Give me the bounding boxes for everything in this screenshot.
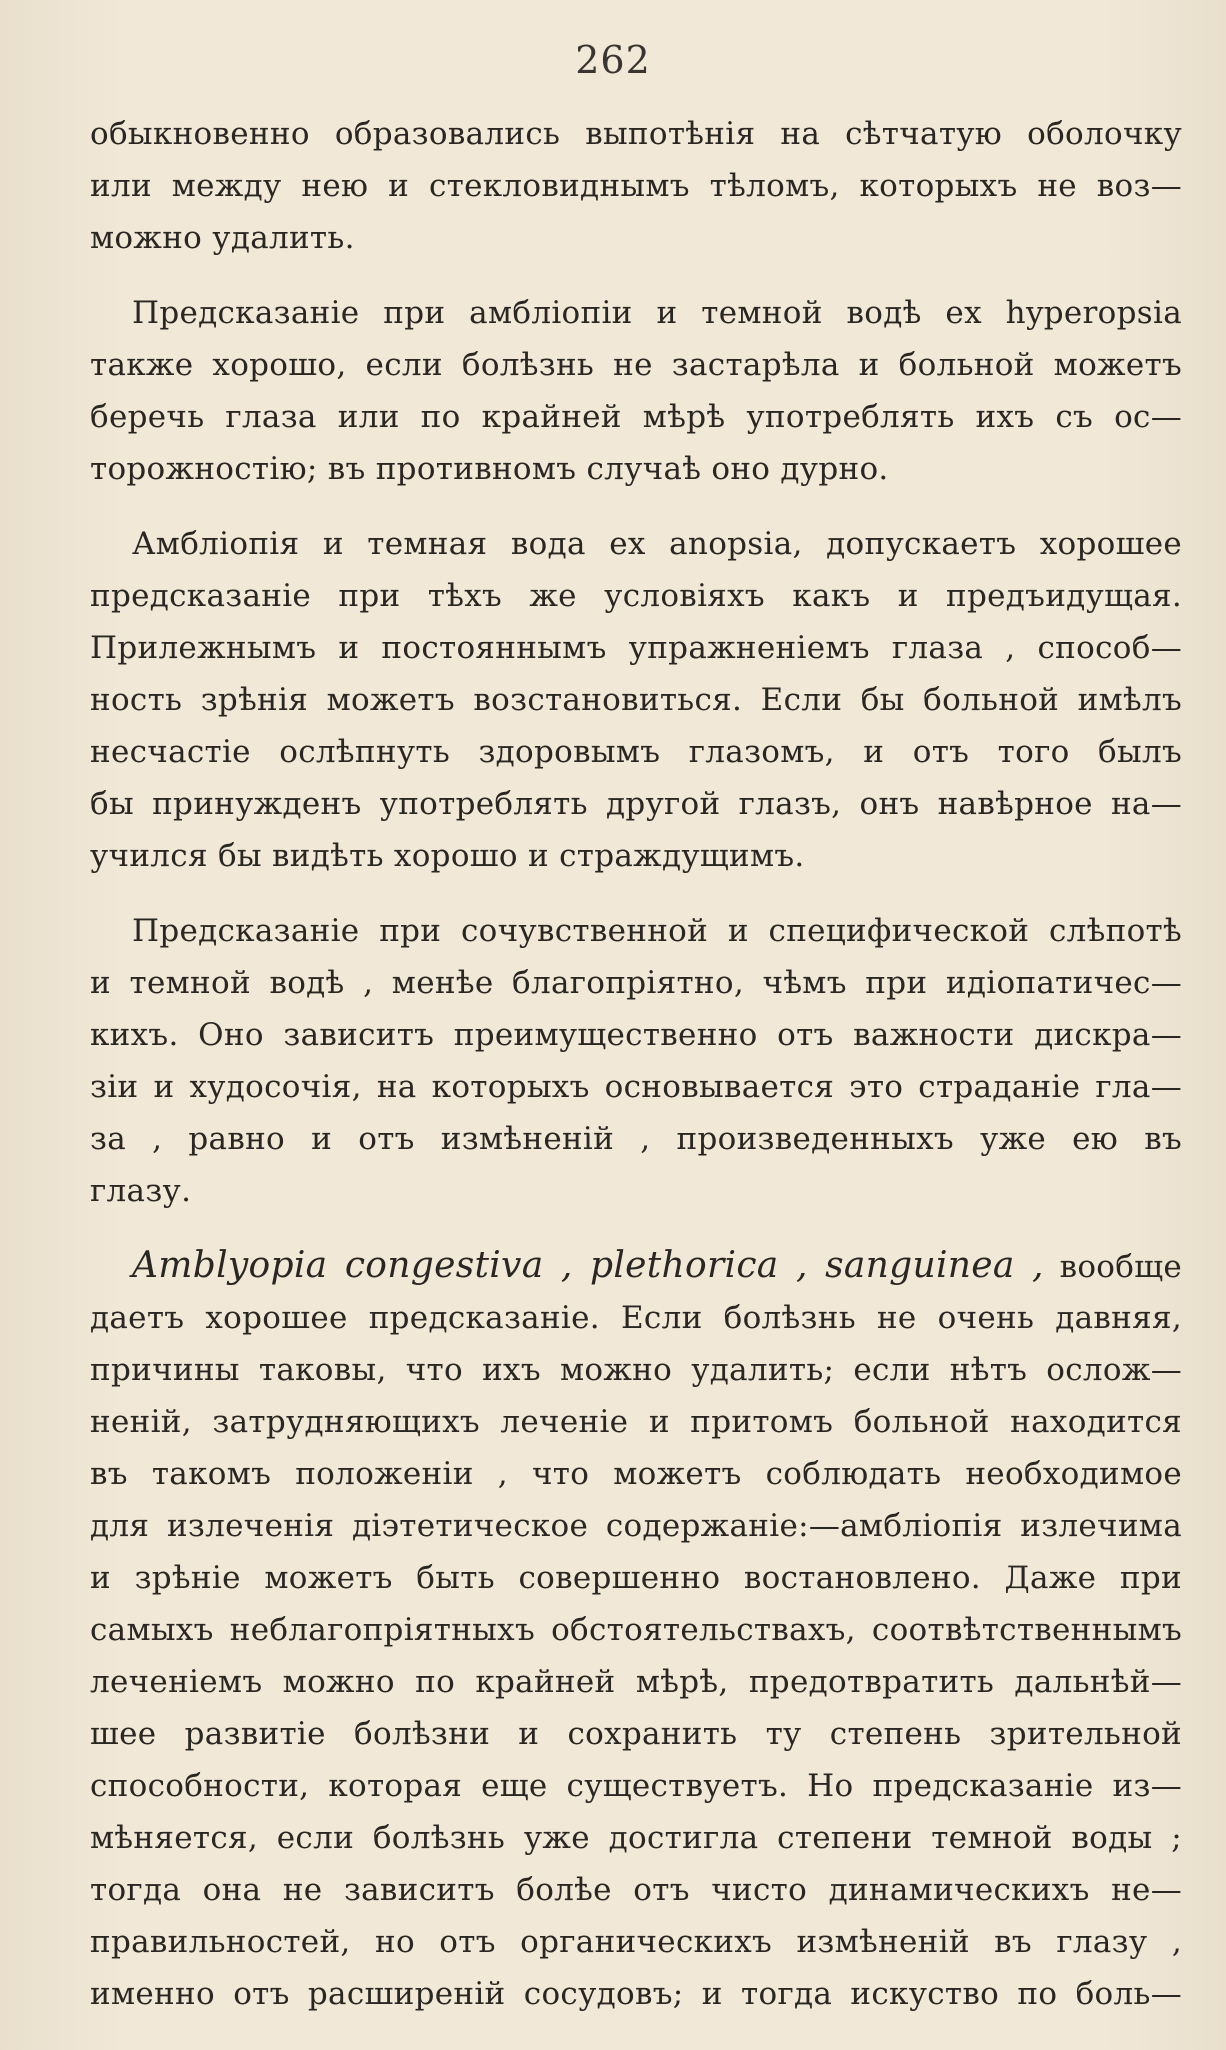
text-line: ность зрѣнія можетъ возстановиться. Если бы больной имѣлъ	[90, 682, 1182, 718]
text-line: Предсказаніе при сочувственной и специфической слѣпотѣ	[132, 913, 1182, 949]
text-line: шее развитіе болѣзни и сохранить ту степень зрительной	[90, 1716, 1182, 1752]
text-line: тогда она не зависитъ болѣе отъ чисто динамическихъ не—	[90, 1872, 1182, 1908]
text-line: торожностію; въ противномъ случаѣ оно дурно.	[90, 451, 889, 487]
text-line: правильностей, но отъ органическихъ измѣненій въ глазу ,	[90, 1924, 1182, 1960]
text-line: также хорошо, если болѣзнь не застарѣла и больной можетъ	[90, 347, 1182, 383]
text-line: зіи и худосочія, на которыхъ основывается это страданіе гла—	[90, 1069, 1182, 1105]
text-line: учился бы видѣть хорошо и страждущимъ.	[90, 838, 805, 874]
text-line: неній, затрудняющихъ леченіе и притомъ больной находится	[90, 1404, 1182, 1440]
paragraph	[90, 905, 1182, 1217]
page-number: 262	[575, 38, 651, 82]
text-line: для излеченія діэтетическое содержаніе:—амбліопія излечима	[90, 1508, 1182, 1544]
text-fragment: вообще	[1059, 1249, 1182, 1285]
latin-term: Amblyopia congestiva , plethorica , sanguinea ,	[132, 1245, 1044, 1286]
text-line: можно удалить.	[90, 220, 355, 256]
text-line: беречь глаза или по крайней мѣрѣ употреблять ихъ съ ос—	[90, 399, 1182, 435]
text-line: или между нею и стекловиднымъ тѣломъ, которыхъ не воз—	[90, 168, 1182, 204]
text-line: именно отъ расширеній сосудовъ; и тогда искуство по боль—	[90, 1976, 1182, 2012]
text-line: глазу.	[90, 1173, 192, 1209]
text-line: за , равно и отъ измѣненій , произведенныхъ уже ею въ	[90, 1121, 1182, 1157]
body-text	[90, 108, 1182, 2043]
text-line: Предсказаніе при амбліопіи и темной водѣ ex hyperopsia	[132, 295, 1182, 331]
paragraph	[90, 518, 1182, 882]
text-line: Прилежнымъ и постояннымъ упражненіемъ глаза , способ—	[90, 630, 1182, 666]
text-line: обыкновенно образовались выпотѣнія на сѣтчатую оболочку	[90, 116, 1182, 152]
text-line: предсказаніе при тѣхъ же условіяхъ какъ и предъидущая.	[90, 578, 1182, 614]
text-line: Амбліопія и темная вода ex anopsia, допускаетъ хорошее	[132, 526, 1182, 562]
paragraph	[90, 1240, 1182, 2020]
text-line: самыхъ неблагопріятныхъ обстоятельствахъ, соотвѣтственнымъ	[90, 1612, 1182, 1648]
text-line: способности, которая еще существуетъ. Но предсказаніе из—	[90, 1768, 1182, 1804]
text-line: и темной водѣ , менѣе благопріятно, чѣмъ при идіопатичес—	[90, 965, 1182, 1001]
text-line: бы принужденъ употреблять другой глазъ, онъ навѣрное на—	[90, 786, 1182, 822]
text-line: леченіемъ можно по крайней мѣрѣ, предотвратить дальнѣй—	[90, 1664, 1182, 1700]
paragraph	[90, 108, 1182, 264]
text-line: даетъ хорошее предсказаніе. Если болѣзнь не очень давняя,	[90, 1300, 1182, 1336]
paragraph	[90, 287, 1182, 495]
text-line: и зрѣніе можетъ быть совершенно востановлено. Даже при	[90, 1560, 1182, 1596]
text-line: въ такомъ положеніи , что можетъ соблюдать необходимое	[90, 1456, 1182, 1492]
text-line	[90, 1240, 1182, 1292]
text-line: кихъ. Оно зависитъ преимущественно отъ важности дискра—	[90, 1017, 1182, 1053]
text-line: мѣняется, если болѣзнь уже достигла степени темной воды ;	[90, 1820, 1182, 1856]
text-line: несчастіе ослѣпнуть здоровымъ глазомъ, и отъ того былъ	[90, 734, 1182, 770]
text-line: причины таковы, что ихъ можно удалить; если нѣтъ ослож—	[90, 1352, 1182, 1388]
